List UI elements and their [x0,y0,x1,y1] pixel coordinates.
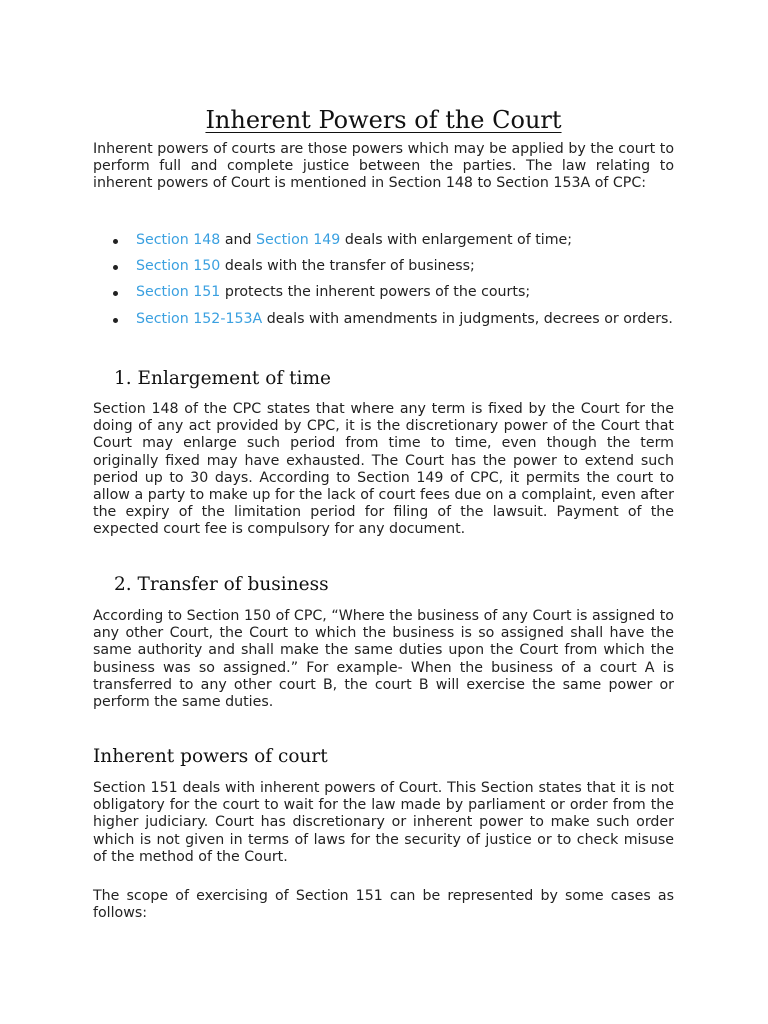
bullet-icon [113,291,118,296]
section-heading-transfer: 2. Transfer of business [114,574,329,595]
section-150-link[interactable]: Section 150 [136,258,221,275]
transfer-paragraph: According to Section 150 of CPC, “Where the business of any Court is assigned to any other Court, the Court to which the business is so assigned shall have the same authority and shall make the same duties upon the Court from which the business was so assigned.” For example- When the business of a court A is transferred to any other court B, the court B will exercise the same power or perform the same duties. [93,608,674,711]
bullet-icon [113,318,118,323]
section-list [93,232,674,337]
scope-paragraph: The scope of exercising of Section 151 can be represented by some cases as follows: [93,888,674,922]
section-149-link[interactable]: Section 149 [256,232,341,248]
list-item-text: - [220,310,226,327]
list-item-text: and [220,232,257,248]
list-item-text: deals with enlargement of time; [340,232,573,248]
list-item [93,232,674,249]
list-item-text: deals with amendments in judgments, decrees or orders. [262,310,673,327]
enlargement-paragraph: Section 148 of the CPC states that where any term is fixed by the Court for the doing of any act provided by CPC, it is the discretionary power of the Court that Court may enlarge such period from time to time, even though the term originally fixed may have exhausted. The Court has the power to extend such period up to 30 days. According to Section 149 of CPC, it permits the court to allow a party to make up for the lack of court fees due on a complaint, even after the expiry of the limitation period for filing of the lawsuit. Payment of the expected court fee is compulsory for any document. [93,401,674,538]
list-item [93,311,674,328]
inherent-paragraph: Section 151 deals with inherent powers of Court. This Section states that it is not obligatory for the court to wait for the law made by parliament or order from the higher judiciary. Court has discretionary or inherent power to make such order which is not given in terms of laws for the security of justice or to check misuse of the method of the Court. [93,780,674,865]
page-title: Inherent Powers of the Court [205,106,562,134]
list-item-text: deals with the transfer of business; [220,258,475,275]
section-153a-link[interactable]: 153A [225,310,263,327]
list-item [93,258,674,275]
section-heading-inherent: Inherent powers of court [93,746,328,767]
list-item-text: protects the inherent powers of the courts; [220,284,531,301]
list-item [93,284,674,301]
section-148-link[interactable]: Section 148 [136,232,221,248]
intro-paragraph: Inherent powers of courts are those powers which may be applied by the court to perform full and complete justice between the parties. The law relating to inherent powers of Court is mentioned in Section 148 to Section 153A of CPC: [93,141,674,192]
section-151-link[interactable]: Section 151 [136,284,221,301]
section-152-link[interactable]: Section 152 [136,310,221,327]
bullet-icon [113,265,118,270]
bullet-icon [113,239,118,244]
section-heading-enlargement: 1. Enlargement of time [114,368,331,389]
